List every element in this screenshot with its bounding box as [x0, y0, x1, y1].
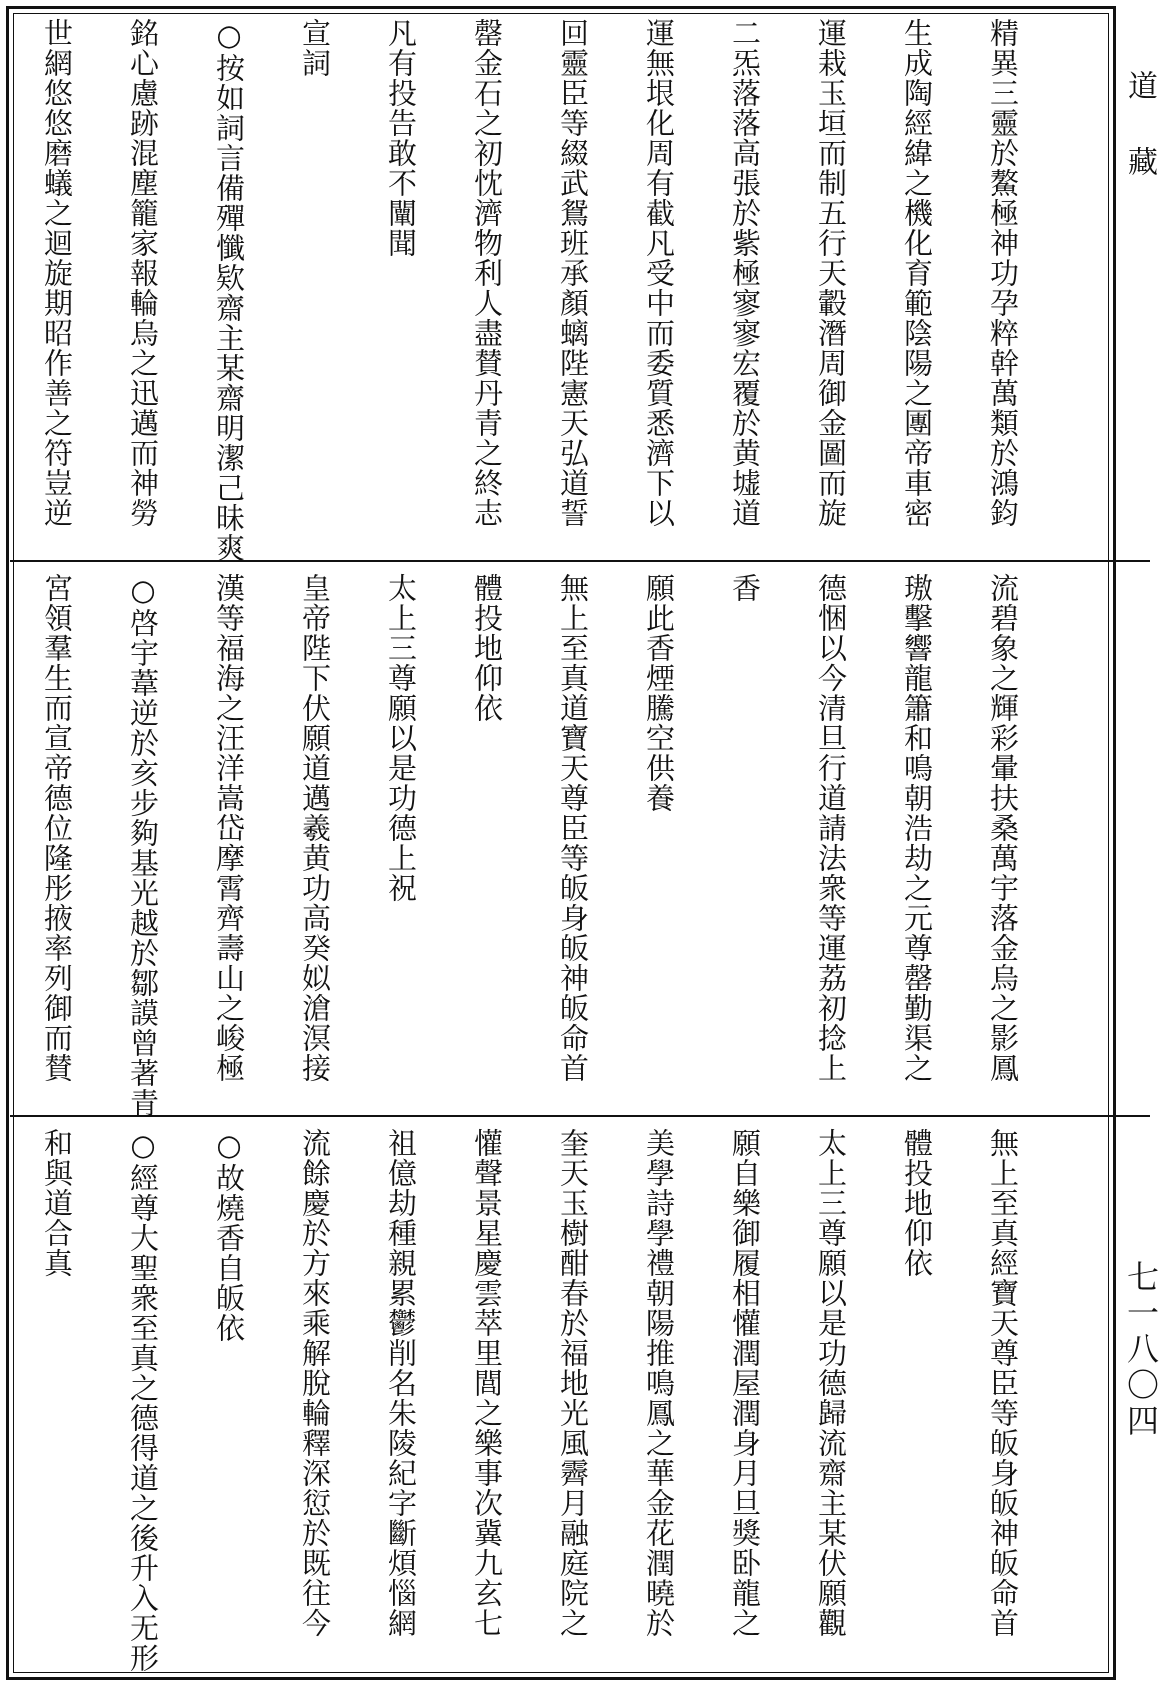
text-column: 願此香煙騰空供養	[642, 573, 676, 813]
text-column: 流碧象之輝彩暈扶桑萬宇落金烏之影鳳	[986, 573, 1020, 1083]
text-column	[0, 563, 14, 1113]
text-column: 罄金石之初忱濟物利人盡賛丹青之終志	[470, 18, 504, 528]
text-column: 生成陶經緯之機化育範陰陽之團帝車密	[900, 18, 934, 528]
text-column: 香	[728, 573, 762, 603]
text-column: 無上至真道寶天尊臣等皈身皈神皈命首	[556, 573, 590, 1083]
text-column: 流餘慶於方來乘解脫輪釋深愆於既往今	[298, 1128, 332, 1638]
text-column: 回靈臣等綴武鴛班承顏螭陛憲天弘道誓	[556, 18, 590, 528]
register-bottom	[6, 1118, 1154, 1673]
text-column: 皇帝陛下伏願道邁羲黄功高癸姒滄溟接	[298, 573, 332, 1083]
text-column: 精異三靈於鰲極神功孕粹幹萬類於鴻鈞	[986, 18, 1020, 528]
text-column: 和與道合真	[40, 1128, 74, 1278]
text-column: 璈擊響龍簫和鳴朝浩劫之元尊罄勤渠之	[900, 573, 934, 1083]
text-column: ○故燒香自皈依	[212, 1128, 246, 1343]
text-column: 體投地仰依	[470, 573, 504, 723]
text-column: ○按如詞言備殫懺欵齋主某齋明潔己昧爽	[212, 18, 246, 563]
text-column: 宣詞	[298, 18, 332, 78]
text-column: 體投地仰依	[900, 1128, 934, 1278]
register-middle	[6, 563, 1154, 1118]
text-column: 德悃以今清旦行道請法衆等運荔初捻上	[814, 573, 848, 1083]
text-column: 凡有投告敢不闡聞	[384, 18, 418, 258]
text-column: 無上至真經寶天尊臣等皈身皈神皈命首	[986, 1128, 1020, 1638]
text-column: 漢等福海之汪洋嵩岱摩霄齊壽山之峻極	[212, 573, 246, 1083]
text-column: 宮領羣生而宣帝德位隆彤掖率列御而賛	[40, 573, 74, 1083]
text-column: 懽聲景星慶雲萃里閭之樂事次冀九玄七	[470, 1128, 504, 1638]
text-column: 世網悠悠磨蟻之迴旋期昭作善之符豈逆	[40, 18, 74, 528]
text-column: 願自樂御履相懽潤屋潤身月旦獎卧龍之	[728, 1128, 762, 1638]
margin-title: 道藏	[1122, 70, 1157, 222]
text-column: 奎天玉樹酣春於福地光風霽月融庭院之	[556, 1128, 590, 1638]
text-column: 運無垠化周有截凡受中而委質悉濟下以	[642, 18, 676, 528]
text-column	[0, 8, 14, 558]
margin-page-number: 七一八〇四	[1122, 1260, 1160, 1440]
text-columns	[40, 8, 1046, 563]
text-columns	[40, 1118, 1046, 1673]
register-divider	[10, 560, 1150, 562]
text-column: ○啓宇葦逆於亥步夠基光越於鄒謨曾著青	[126, 573, 160, 1118]
text-column: 銘心慮跡混塵籠家報輪烏之迅邁而神勞	[126, 18, 160, 528]
text-column: 美學詩學禮朝陽推鳴鳳之華金花潤曉於	[642, 1128, 676, 1638]
text-column: ○經尊大聖衆至真之德得道之後升入无形	[126, 1128, 160, 1673]
text-columns	[40, 563, 1046, 1118]
text-column	[0, 1118, 14, 1668]
text-column: 運栽玉垣而制五行天轂潛周御金圖而旋	[814, 18, 848, 528]
register-top	[6, 8, 1157, 563]
text-column: 祖億劫種親累鬱削名朱陵紀字斷煩惱網	[384, 1128, 418, 1638]
text-column: 太上三尊願以是功德歸流齋主某伏願觀	[814, 1128, 848, 1638]
text-column: 太上三尊願以是功德上祝	[384, 573, 418, 903]
text-column: 二炁落落高張於紫極寥寥宏覆於黄墟道	[728, 18, 762, 528]
